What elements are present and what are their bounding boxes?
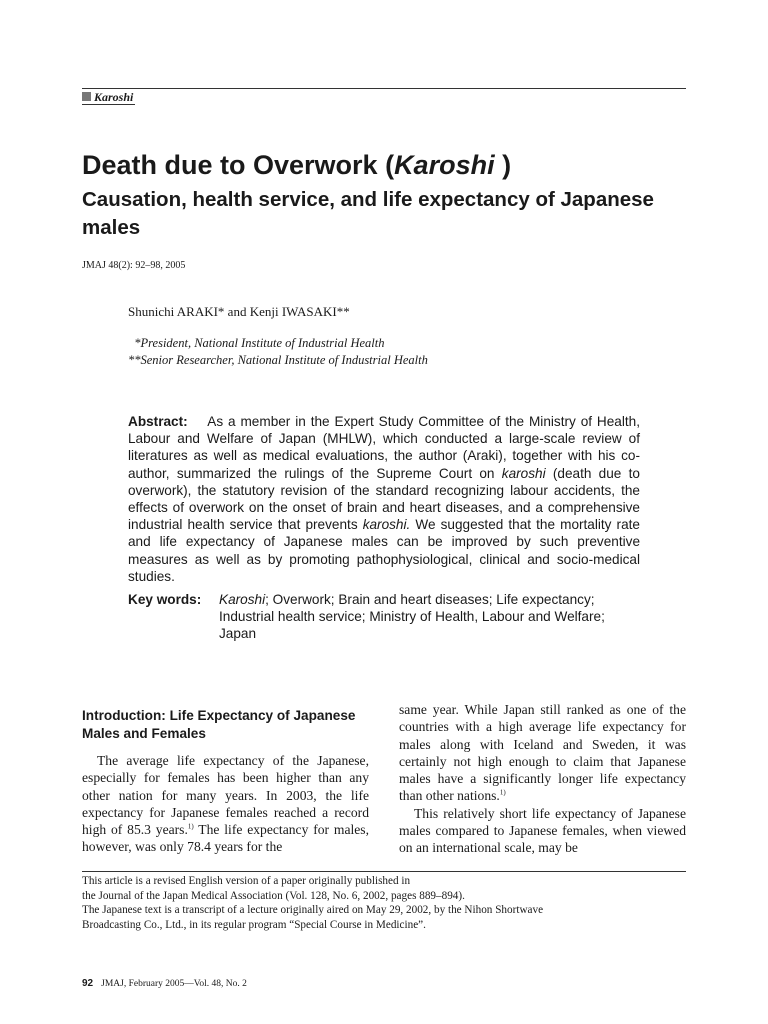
section-header	[82, 87, 686, 105]
journal-info: JMAJ, February 2005—Vol. 48, No. 2	[101, 979, 247, 989]
affiliation-2-text: Senior Researcher, National Institute of Industrial Health	[140, 353, 428, 367]
section-label	[82, 90, 135, 105]
footnote-line: Broadcasting Co., Ltd., in its regular program “Special Course in Medicine”.	[82, 918, 426, 931]
article-title	[82, 148, 511, 182]
title-italic: Karoshi	[394, 150, 495, 180]
title-text: Death due to Overwork (	[82, 150, 395, 180]
intro-p2-text: same year. While Japan still ranked as one of the countries with a high average life expectancy for males along with Iceland and Sweden, it was certainly not high enough to claim that Japanese males have a significantly longer life expectancy than other nations.	[399, 702, 686, 804]
affiliation-2-mark: **	[128, 353, 141, 367]
section-name: Karoshi	[94, 90, 134, 104]
footnote-line: the Journal of the Japan Medical Association (Vol. 128, No. 6, 2002, pages 889–894).	[82, 889, 465, 902]
abstract-text-1: As a member in the Expert Study Committee of the Ministry of Health, Labour and Welfare of Japan (MHLW), which conducted a large-scale review of literatures as well as medical evaluations, the author (Araki), together with his co-author, summarized the rulings of the Supreme Court on	[128, 414, 641, 481]
square-bullet-icon	[82, 92, 91, 101]
body-column-left	[82, 707, 369, 856]
author-2-mark: **	[336, 304, 350, 319]
footnotes	[82, 874, 686, 932]
page-number: 92	[82, 978, 94, 989]
keywords-list	[219, 591, 639, 643]
page-footer	[82, 978, 247, 989]
abstract	[128, 413, 640, 585]
intro-heading: Introduction: Life Expectancy of Japanese Males and Females	[82, 708, 356, 741]
abstract-italic-1: karoshi	[501, 465, 546, 481]
article-subtitle: Causation, health service, and life expectancy of Japanese males	[82, 188, 654, 239]
keywords-label: Key words:	[128, 592, 202, 607]
reference-mark: 1)	[499, 788, 506, 797]
abstract-text-2: (death due to overwork), the statutory revision of the standard recognizing labour accidents, the effects of overwork on the onset of brain and heart diseases, and a comprehensive industrial health service that prevents	[128, 465, 640, 533]
intro-p1-continued: The life expectancy for males, however, was only 78.4 years for the	[82, 822, 369, 855]
abstract-label: Abstract:	[128, 414, 188, 429]
author-1: Shunichi ARAKI	[128, 304, 218, 319]
authors	[128, 304, 350, 320]
keywords-rest: ; Overwork; Brain and heart diseases; Life expectancy; Industrial health service; Ministry of Health, Labour and Welfare; Japan	[219, 592, 605, 642]
affiliation-2	[128, 353, 428, 368]
abstract-text-3: We suggested that the mortality rate and life expectancy of Japanese males can be improved by such preventive measures as well as by promoting pathophysiological, clinical and socio-medical studies.	[128, 517, 640, 584]
intro-paragraph-2	[399, 701, 686, 805]
footnote-rule	[82, 871, 686, 872]
header-rule	[82, 88, 686, 89]
author-2: and Kenji IWASAKI	[224, 304, 337, 319]
intro-p1-text: The average life expectancy of the Japanese, especially for females has been higher than any other nation for many years. In 2003, the life expectancy for Japanese females reached a record high of 85.3 years.	[82, 753, 369, 838]
footnote-line: The Japanese text is a transcript of a lecture originally aired on May 29, 2002, by the Nihon Shortwave	[82, 904, 544, 916]
affiliation-1-mark: *	[134, 336, 141, 350]
abstract-italic-2: karoshi.	[362, 517, 411, 533]
footnote-line: This article is a revised English version of a paper originally published in	[82, 875, 411, 887]
citation: JMAJ 48(2): 92–98, 2005	[82, 260, 186, 271]
keyword-first: Karoshi	[219, 592, 266, 607]
intro-paragraph-3: This relatively short life expectancy of Japanese males compared to Japanese females, when viewed on an international scale, may be	[399, 805, 686, 856]
affiliation-1-text: President, National Institute of Industrial Health	[140, 336, 385, 350]
intro-paragraph-1	[82, 752, 369, 856]
body-column-right	[399, 701, 686, 857]
author-1-mark: *	[217, 304, 225, 319]
reference-mark: 1)	[187, 822, 194, 831]
title-close: )	[494, 150, 512, 180]
affiliation-1	[128, 336, 384, 351]
